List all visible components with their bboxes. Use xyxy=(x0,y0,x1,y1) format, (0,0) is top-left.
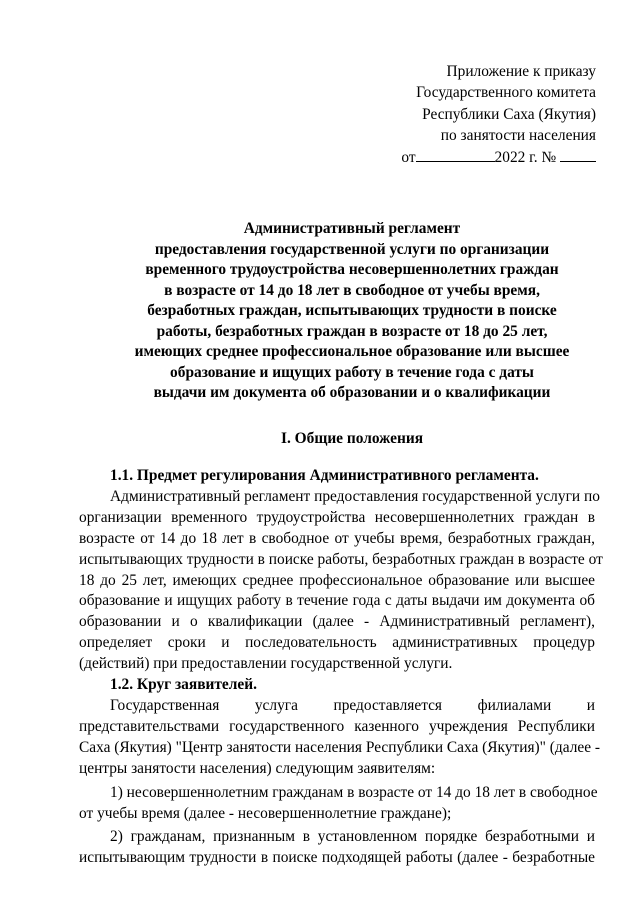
paragraph-line: организации временного трудоустройства несовершеннолетних граждан в xyxy=(79,508,595,526)
paragraph-line: возрасте от 14 до 18 лет в свободное от учебы время, безработных граждан, xyxy=(79,529,595,547)
paragraph-line: определяет сроки и последовательность административных процедур xyxy=(79,634,595,652)
paragraph-line: 18 до 25 лет, имеющих среднее профессиональное образование или высшее xyxy=(79,571,595,589)
title-line: выдачи им документа об образовании и о квалификации xyxy=(153,384,551,401)
list-item-1-line: от учебы время (далее - несовершеннолетние граждане); xyxy=(79,804,452,822)
paragraph-line: образовании и о квалификации (далее - Административный регламент), xyxy=(79,613,595,631)
title-line: образование и ищущих работу в течение года с даты xyxy=(170,363,534,381)
title-line: безработных граждан, испытывающих трудности в поиске xyxy=(147,302,557,319)
attachment-line-2: Государственного комитета xyxy=(416,84,596,102)
paragraph-line: Административный регламент предоставления государственной услуги по xyxy=(110,487,600,505)
attachment-line-3: Республики Саха (Якутия) xyxy=(422,105,596,123)
list-item-2-line: испытывающим трудности в поиске подходящей работы (далее - безработные xyxy=(79,849,595,867)
title-line: Административный регламент xyxy=(243,220,461,237)
paragraph-line: представительствами государственного казенного учреждения Республики xyxy=(79,717,595,735)
attachment-date-line xyxy=(401,147,596,168)
paragraph-line: образование и ищущих работу в течение года с даты выдачи им документа об xyxy=(79,592,595,610)
subsection-heading-1-1: 1.1. Предмет регулирования Административного регламента. xyxy=(110,467,539,484)
title-line: временного трудоустройства несовершеннолетних граждан xyxy=(145,261,559,278)
title-line: в возрасте от 14 до 18 лет в свободное от учебы время, xyxy=(164,281,540,299)
list-item-2-line: 2) гражданам, признанным в установленном порядке безработными и xyxy=(110,828,595,846)
date-year-number: 2022 г. № xyxy=(494,148,557,166)
title-line: работы, безработных граждан в возрасте от 18 до 25 лет, xyxy=(156,322,548,340)
section-heading: I. Общие положения xyxy=(280,430,424,447)
subsection-heading-1-2: 1.2. Круг заявителей. xyxy=(110,676,257,694)
document-body xyxy=(79,466,603,869)
title-line: имеющих среднее профессиональное образование или высшее xyxy=(134,343,570,360)
date-prefix: от xyxy=(401,148,416,166)
paragraph-line: испытывающих трудности в поиске работы, безработных граждан в возрасте от xyxy=(79,550,603,568)
attachment-block xyxy=(401,61,596,168)
date-blank xyxy=(416,147,495,162)
paragraph-line: Саха (Якутия) "Центр занятости населения Республики Саха (Якутия)" (далее - xyxy=(79,738,601,756)
attachment-line-1: Приложение к приказу xyxy=(446,63,596,80)
list-item-1-line: 1) несовершеннолетним гражданам в возрасте от 14 до 18 лет в свободное xyxy=(110,783,598,801)
paragraph-line: (действий) при предоставлении государственной услуги. xyxy=(79,655,453,673)
paragraph-line: Государственная услуга предоставляется филиалами и xyxy=(110,696,595,714)
document-title xyxy=(60,219,640,404)
number-blank xyxy=(560,147,596,162)
attachment-line-4: по занятости населения xyxy=(440,127,596,145)
paragraph-line: центры занятости населения) следующим заявителям: xyxy=(79,759,436,777)
title-line: предоставления государственной услуги по организации xyxy=(154,240,550,258)
